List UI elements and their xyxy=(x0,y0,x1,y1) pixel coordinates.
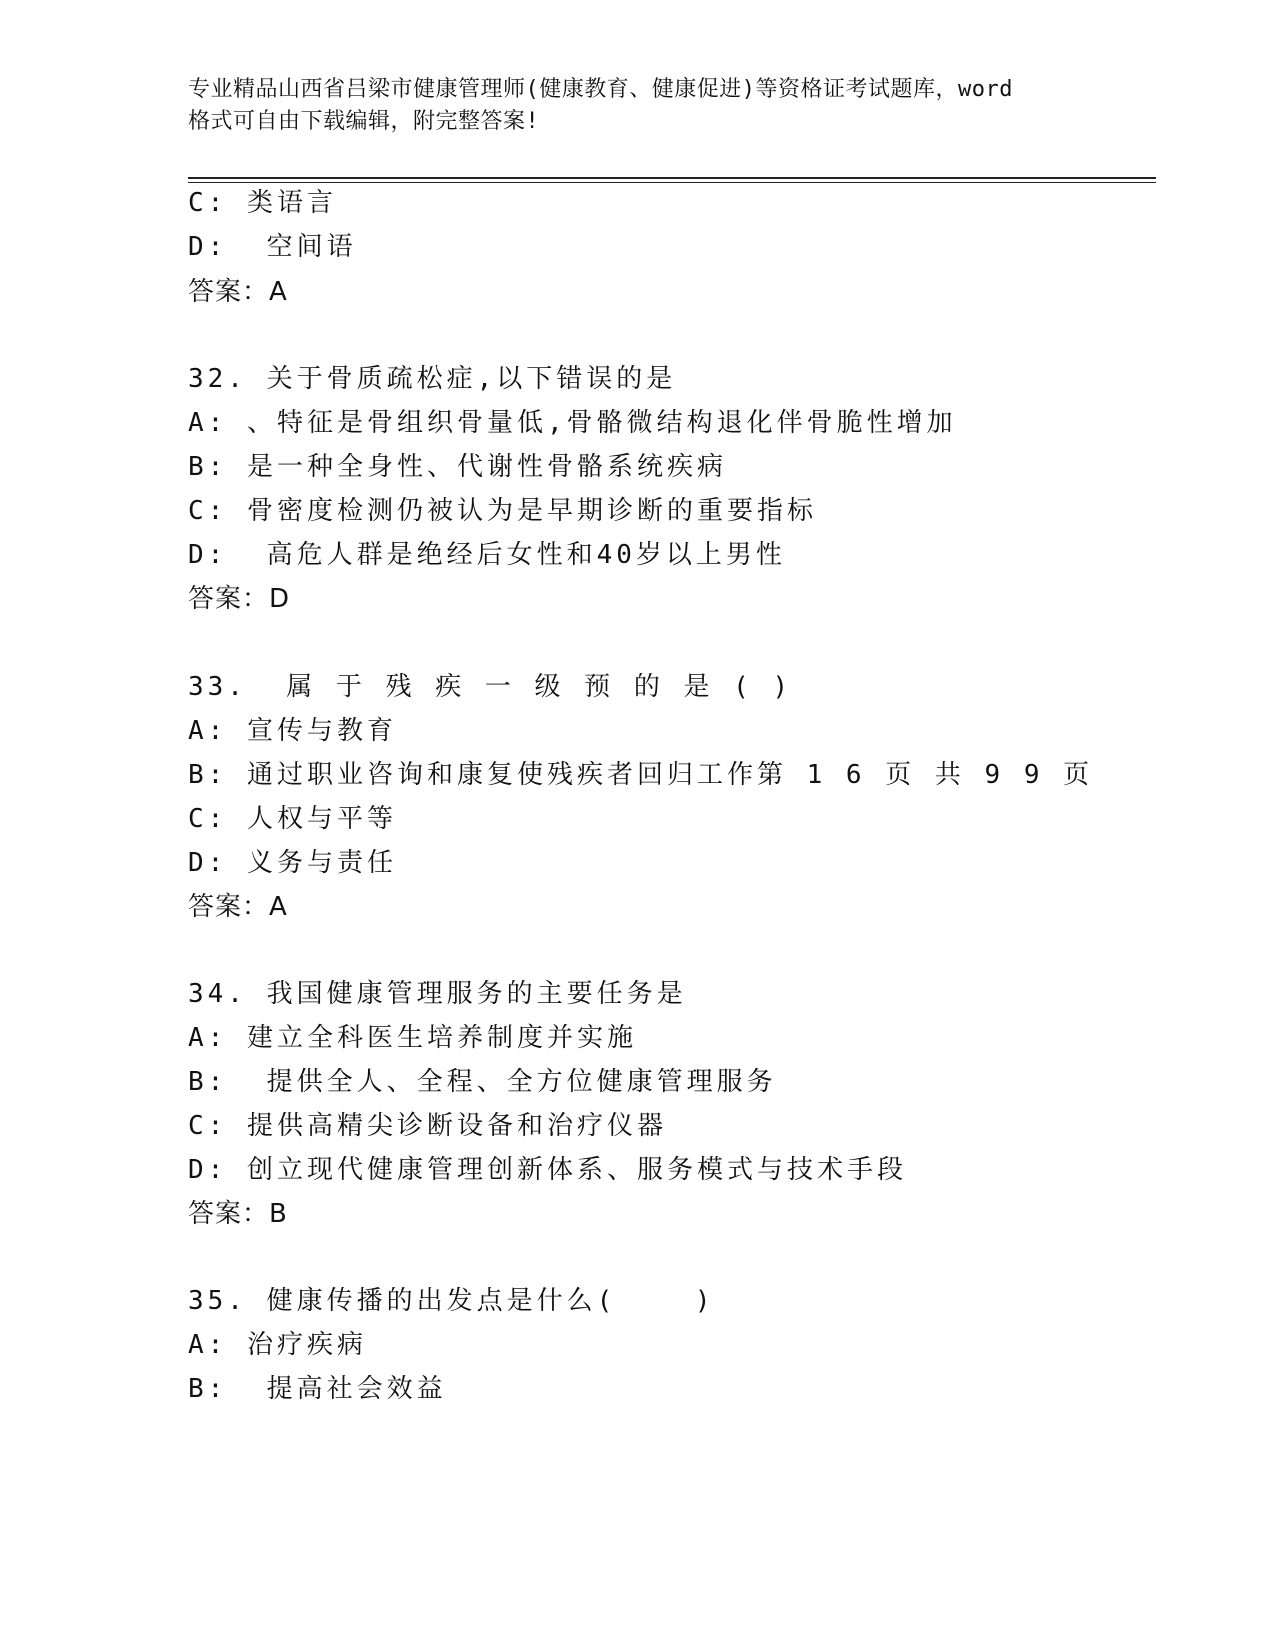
q34-stem: 34. 我国健康管理服务的主要任务是 xyxy=(188,979,687,1009)
q34-option-b: B: 提供全人、全程、全方位健康管理服务 xyxy=(188,1067,777,1097)
header-line-2: 格式可自由下载编辑，附完整答案! xyxy=(188,109,540,134)
q33-option-a: A: 宣传与教育 xyxy=(188,716,397,746)
q32-stem: 32. 关于骨质疏松症,以下错误的是 xyxy=(188,364,677,394)
q34-option-a: A: 建立全科医生培养制度并实施 xyxy=(188,1023,637,1053)
header-rule-thin xyxy=(188,182,1156,183)
q33-stem: 33. 属 于 残 疾 一 级 预 的 是 ( ) xyxy=(188,672,793,702)
q32-option-b: B: 是一种全身性、代谢性骨骼系统疾病 xyxy=(188,452,727,482)
q33-option-b: B: 通过职业咨询和康复使残疾者回归工作第 1 6 页 共 9 9 页 xyxy=(188,760,1094,790)
q32-option-a: A: 、特征是骨组织骨量低,骨骼微结构退化伴骨脆性增加 xyxy=(188,408,957,438)
q33-option-c: C: 人权与平等 xyxy=(188,804,397,834)
prev-answer: 答案：A xyxy=(188,277,288,307)
q32-option-c: C: 骨密度检测仍被认为是早期诊断的重要指标 xyxy=(188,496,817,526)
q34-option-d: D: 创立现代健康管理创新体系、服务模式与技术手段 xyxy=(188,1155,907,1185)
header-line-1: 专业精品山西省吕梁市健康管理师(健康教育、健康促进)等资格证考试题库，word xyxy=(188,77,1013,102)
q34-answer: 答案：B xyxy=(188,1199,288,1229)
q35-stem: 35. 健康传播的出发点是什么( ) xyxy=(188,1286,715,1316)
q34-option-c: C: 提供高精尖诊断设备和治疗仪器 xyxy=(188,1111,667,1141)
q33-option-d: D: 义务与责任 xyxy=(188,848,397,878)
prev-option-c: C: 类语言 xyxy=(188,188,337,218)
q35-option-a: A: 治疗疾病 xyxy=(188,1330,367,1360)
q33-answer: 答案：A xyxy=(188,892,288,922)
header-rule-thick xyxy=(188,177,1156,179)
q35-option-b: B: 提高社会效益 xyxy=(188,1374,447,1404)
q32-option-d: D: 高危人群是绝经后女性和40岁以上男性 xyxy=(188,540,786,570)
prev-option-d: D: 空间语 xyxy=(188,232,357,262)
page-header xyxy=(188,74,1088,138)
q32-answer: 答案：D xyxy=(188,584,291,614)
